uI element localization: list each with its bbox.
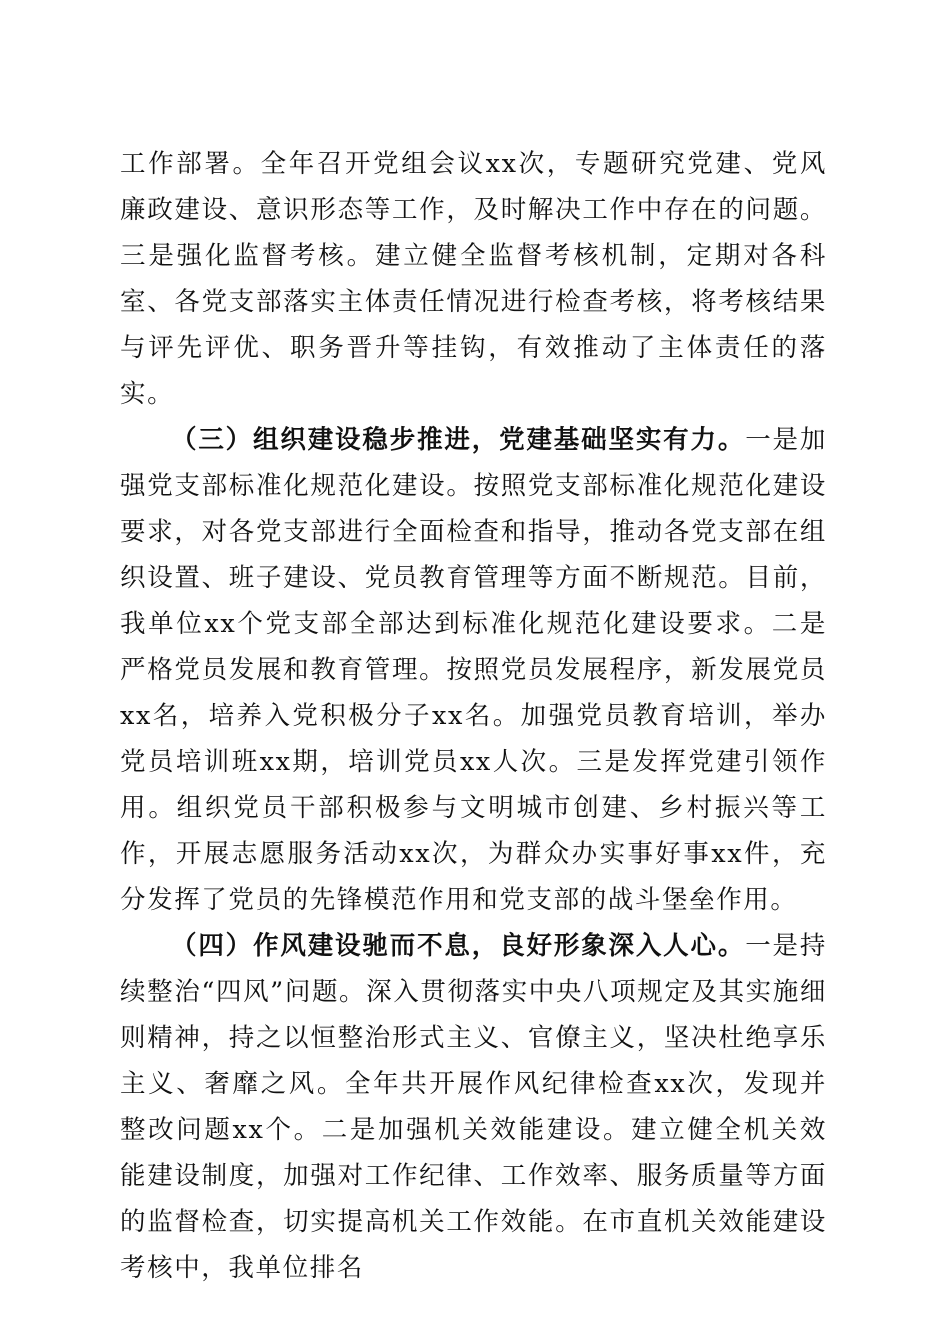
paragraph-text: 一是加强党支部标准化规范化建设。按照党支部标准化规范化建设要求，对各党支部进行全面检查和指导，推动各党支部在组织设置、班子建设、党员教育管理等方面不断规范。目前，我单位xx个党支部全部达到标准化规范化建设要求。二是严格党员发展和教育管理。按照党员发展程序，新发展党员xx名，培养入党积极分子xx名。加强党员教育培训，举办党员培训班xx期，培训党员xx人次。三是发挥党建引领作用。组织党员干部积极参与文明城市创建、乡村振兴等工作，开展志愿服务活动xx次，为群众办实事好事xx件，充分发挥了党员的先锋模范作用和党支部的战斗堡垒作用。 — [120, 425, 827, 915]
paragraph-section-3 — [120, 417, 827, 923]
paragraph-text: 工作部署。全年召开党组会议xx次，专题研究党建、党风廉政建设、意识形态等工作，及时解决工作中存在的问题。三是强化监督考核。建立健全监督考核机制，定期对各科室、各党支部落实主体责任情况进行检查考核，将考核结果与评先评优、职务晋升等挂钩，有效推动了主体责任的落实。 — [120, 149, 827, 409]
section-4-heading: （四）作风建设驰而不息，良好形象深入人心。 — [171, 931, 746, 961]
paragraph-section-4 — [120, 923, 827, 1291]
paragraph-continuation — [120, 141, 827, 417]
document-body — [120, 141, 827, 1291]
section-3-heading: （三）组织建设稳步推进，党建基础坚实有力。 — [171, 425, 746, 455]
paragraph-text: 一是持续整治“四风”问题。深入贯彻落实中央八项规定及其实施细则精神，持之以恒整治形式主义、官僚主义，坚决杜绝享乐主义、奢靡之风。全年共开展作风纪律检查xx次，发现并整改问题xx个。二是加强机关效能建设。建立健全机关效能建设制度，加强对工作纪律、工作效率、服务质量等方面的监督检查，切实提高机关工作效能。在市直机关效能建设考核中，我单位排名 — [120, 931, 827, 1283]
